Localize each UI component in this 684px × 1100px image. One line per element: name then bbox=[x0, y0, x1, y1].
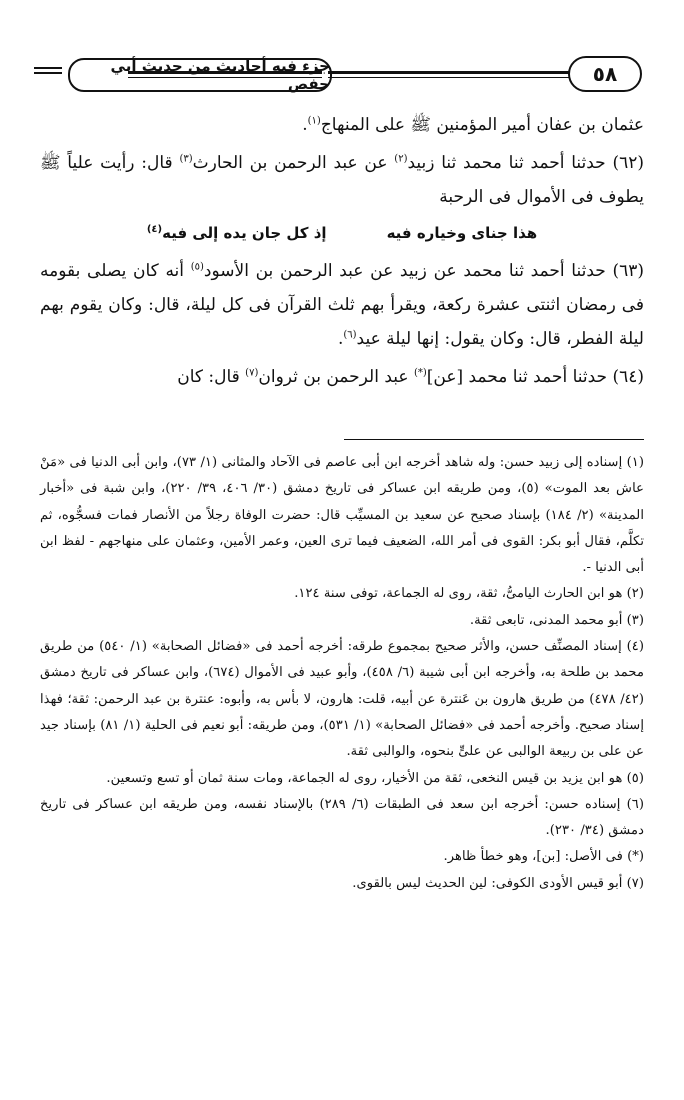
hadith-62 bbox=[40, 146, 644, 214]
text-span: عبد الرحمن بن ثروان bbox=[258, 367, 414, 387]
header-rule bbox=[328, 71, 598, 78]
header-rule bbox=[128, 71, 322, 78]
footnote-4: (٤) إسناد المصنِّف حسن، والأثر صحيح بمجموع طرقه: أخرجه أحمد فى «فضائل الصحابة» (١/ ٥٤٠) من طريق محمد بن طلحة به، وأخرجه ابن أبى شيبة (٦/ ٤٥٨)، وأبو عبيد فى الأموال (٦٧٤)، وابن عساكر فى تاريخ دمشق (٤٢/ ٤٧٨) من طريق هارون بن عَنترة عن أبيه، قلت: هارون، لا بأس به، وأبوه: عنترة بن عبد الرحمن: ثقة؛ فهذا إسناد صحيح. وأخرجه أحمد فى «فضائل الصحابة» (١/ ٥٣١)، ومن طريقه: أبو نعيم فى الحلية (١/ ٨١) بإسناد جيد عن على بن ربيعة الوالبى عن علىٍّ بنحوه، والوالبى ثقة. bbox=[40, 639, 645, 760]
footnote-ref: (*) bbox=[413, 367, 427, 379]
footnote-ref: (٤) bbox=[146, 224, 163, 235]
text-span: عن عبد الرحمن بن الحارث bbox=[192, 153, 395, 173]
footnote-ref: (٦) bbox=[343, 329, 357, 341]
poetry-verse bbox=[40, 216, 644, 250]
footnote-3: (٣) أبو محمد المدنى، تابعى ثقة. bbox=[469, 612, 644, 628]
text-span: إذ كل جان يده إلى فيه bbox=[162, 224, 327, 242]
text-span: (٦٤) حدثنا أحمد ثنا محمد [عن] bbox=[426, 367, 644, 387]
hadith-64 bbox=[40, 360, 644, 394]
footnote-divider bbox=[344, 439, 644, 440]
text-span: قال: رأيت علياً ﷺ يطوف فى الأموال فى الرحبة bbox=[40, 153, 644, 207]
footnote-7: (٧) أبو قيس الأودى الكوفى: لين الحديث ليس بالقوى. bbox=[352, 875, 644, 891]
running-title: جزء فيه أحاديث من حديث أبي حفص bbox=[68, 58, 332, 92]
footnote-ref: (٥) bbox=[190, 261, 204, 273]
text-span: أنه كان يصلى بقومه فى رمضان اثنتى عشرة ركعة، ويقرأ بهم ثلث القرآن فى كل ليلة، قال: وكان يقوم بهم ليلة الفطر، قال: وكان يقول: إنها ليلة عيد bbox=[40, 261, 644, 349]
verse-hemistich-right: هذا جناى وخياره فيه bbox=[386, 224, 538, 242]
page-header bbox=[28, 56, 658, 96]
header-ornament bbox=[34, 67, 62, 77]
verse-hemistich-left bbox=[147, 216, 327, 250]
footnote-star: (*) فى الأصل: [بن]، وهو خطأ ظاهر. bbox=[443, 849, 644, 865]
text-span: (٦٢) حدثنا أحمد ثنا محمد ثنا زبيد bbox=[407, 153, 644, 173]
footnotes bbox=[40, 450, 644, 897]
footnote-5: (٥) هو ابن يزيد بن قيس النخعى، ثقة من الأخيار، روى له الجماعة، ومات سنة ثمان أو تسع وتسعين. bbox=[106, 770, 644, 786]
footnote-ref: (٣) bbox=[179, 153, 193, 165]
page-number: ٥٨ bbox=[568, 56, 642, 92]
hadith-63 bbox=[40, 254, 644, 356]
text-span: قال: كان bbox=[177, 367, 246, 387]
paragraph-continuation: عثمان بن عفان أمير المؤمنين ﷺ على المنهاج$^{(١)}$. bbox=[302, 115, 644, 135]
footnote-ref: (٧) bbox=[245, 367, 259, 379]
text-span: . bbox=[337, 329, 344, 349]
text-span: عثمان بن عفان أمير المؤمنين ﷺ على المنهاج bbox=[320, 115, 644, 135]
text-span: (٦٣) حدثنا أحمد ثنا محمد عن زبيد عن عبد الرحمن بن الأسود bbox=[203, 261, 645, 281]
footnote-1: (١) إسناده إلى زبيد حسن: وله شاهد أخرجه ابن أبى عاصم فى الآحاد والمثانى (١/ ٧٣)، وابن أبى الدنيا فى «مَنْ عاش بعد الموت» (٥)، ومن طريقه ابن عساكر فى تاريخ دمشق (٣٠/ ٤٠٦، ٣٩/ ٢٢٠)، وابن شبة فى «أخبار المدينة» (٢/ ١٨٤) بإسناد صحيح عن سعيد بن المسيِّب قال: حضرت الوفاة رجلاً من الأنصار فمات فسجُّوه، ثم تكلَّم، فقال أبو بكر: القوى فى أمر الله، الضعيف فيما ترى العين، وعمر الأمين، وعثمان على منهاجهم - لفظ ابن أبى الدنيا -. bbox=[40, 455, 644, 576]
footnote-6: (٦) إسناده حسن: أخرجه ابن سعد فى الطبقات (٦/ ٢٨٩) بالإسناد نفسه، ومن طريقه ابن عساكر فى تاريخ دمشق (٣٤/ ٢٣٠). bbox=[40, 796, 645, 839]
footnote-2: (٢) هو ابن الحارث اليامىُّ، ثقة، روى له الجماعة، توفى سنة ١٢٤. bbox=[294, 586, 644, 602]
footnote-ref: (٢) bbox=[394, 153, 408, 165]
footnote-ref: (١) bbox=[307, 115, 321, 127]
main-text bbox=[40, 108, 644, 394]
